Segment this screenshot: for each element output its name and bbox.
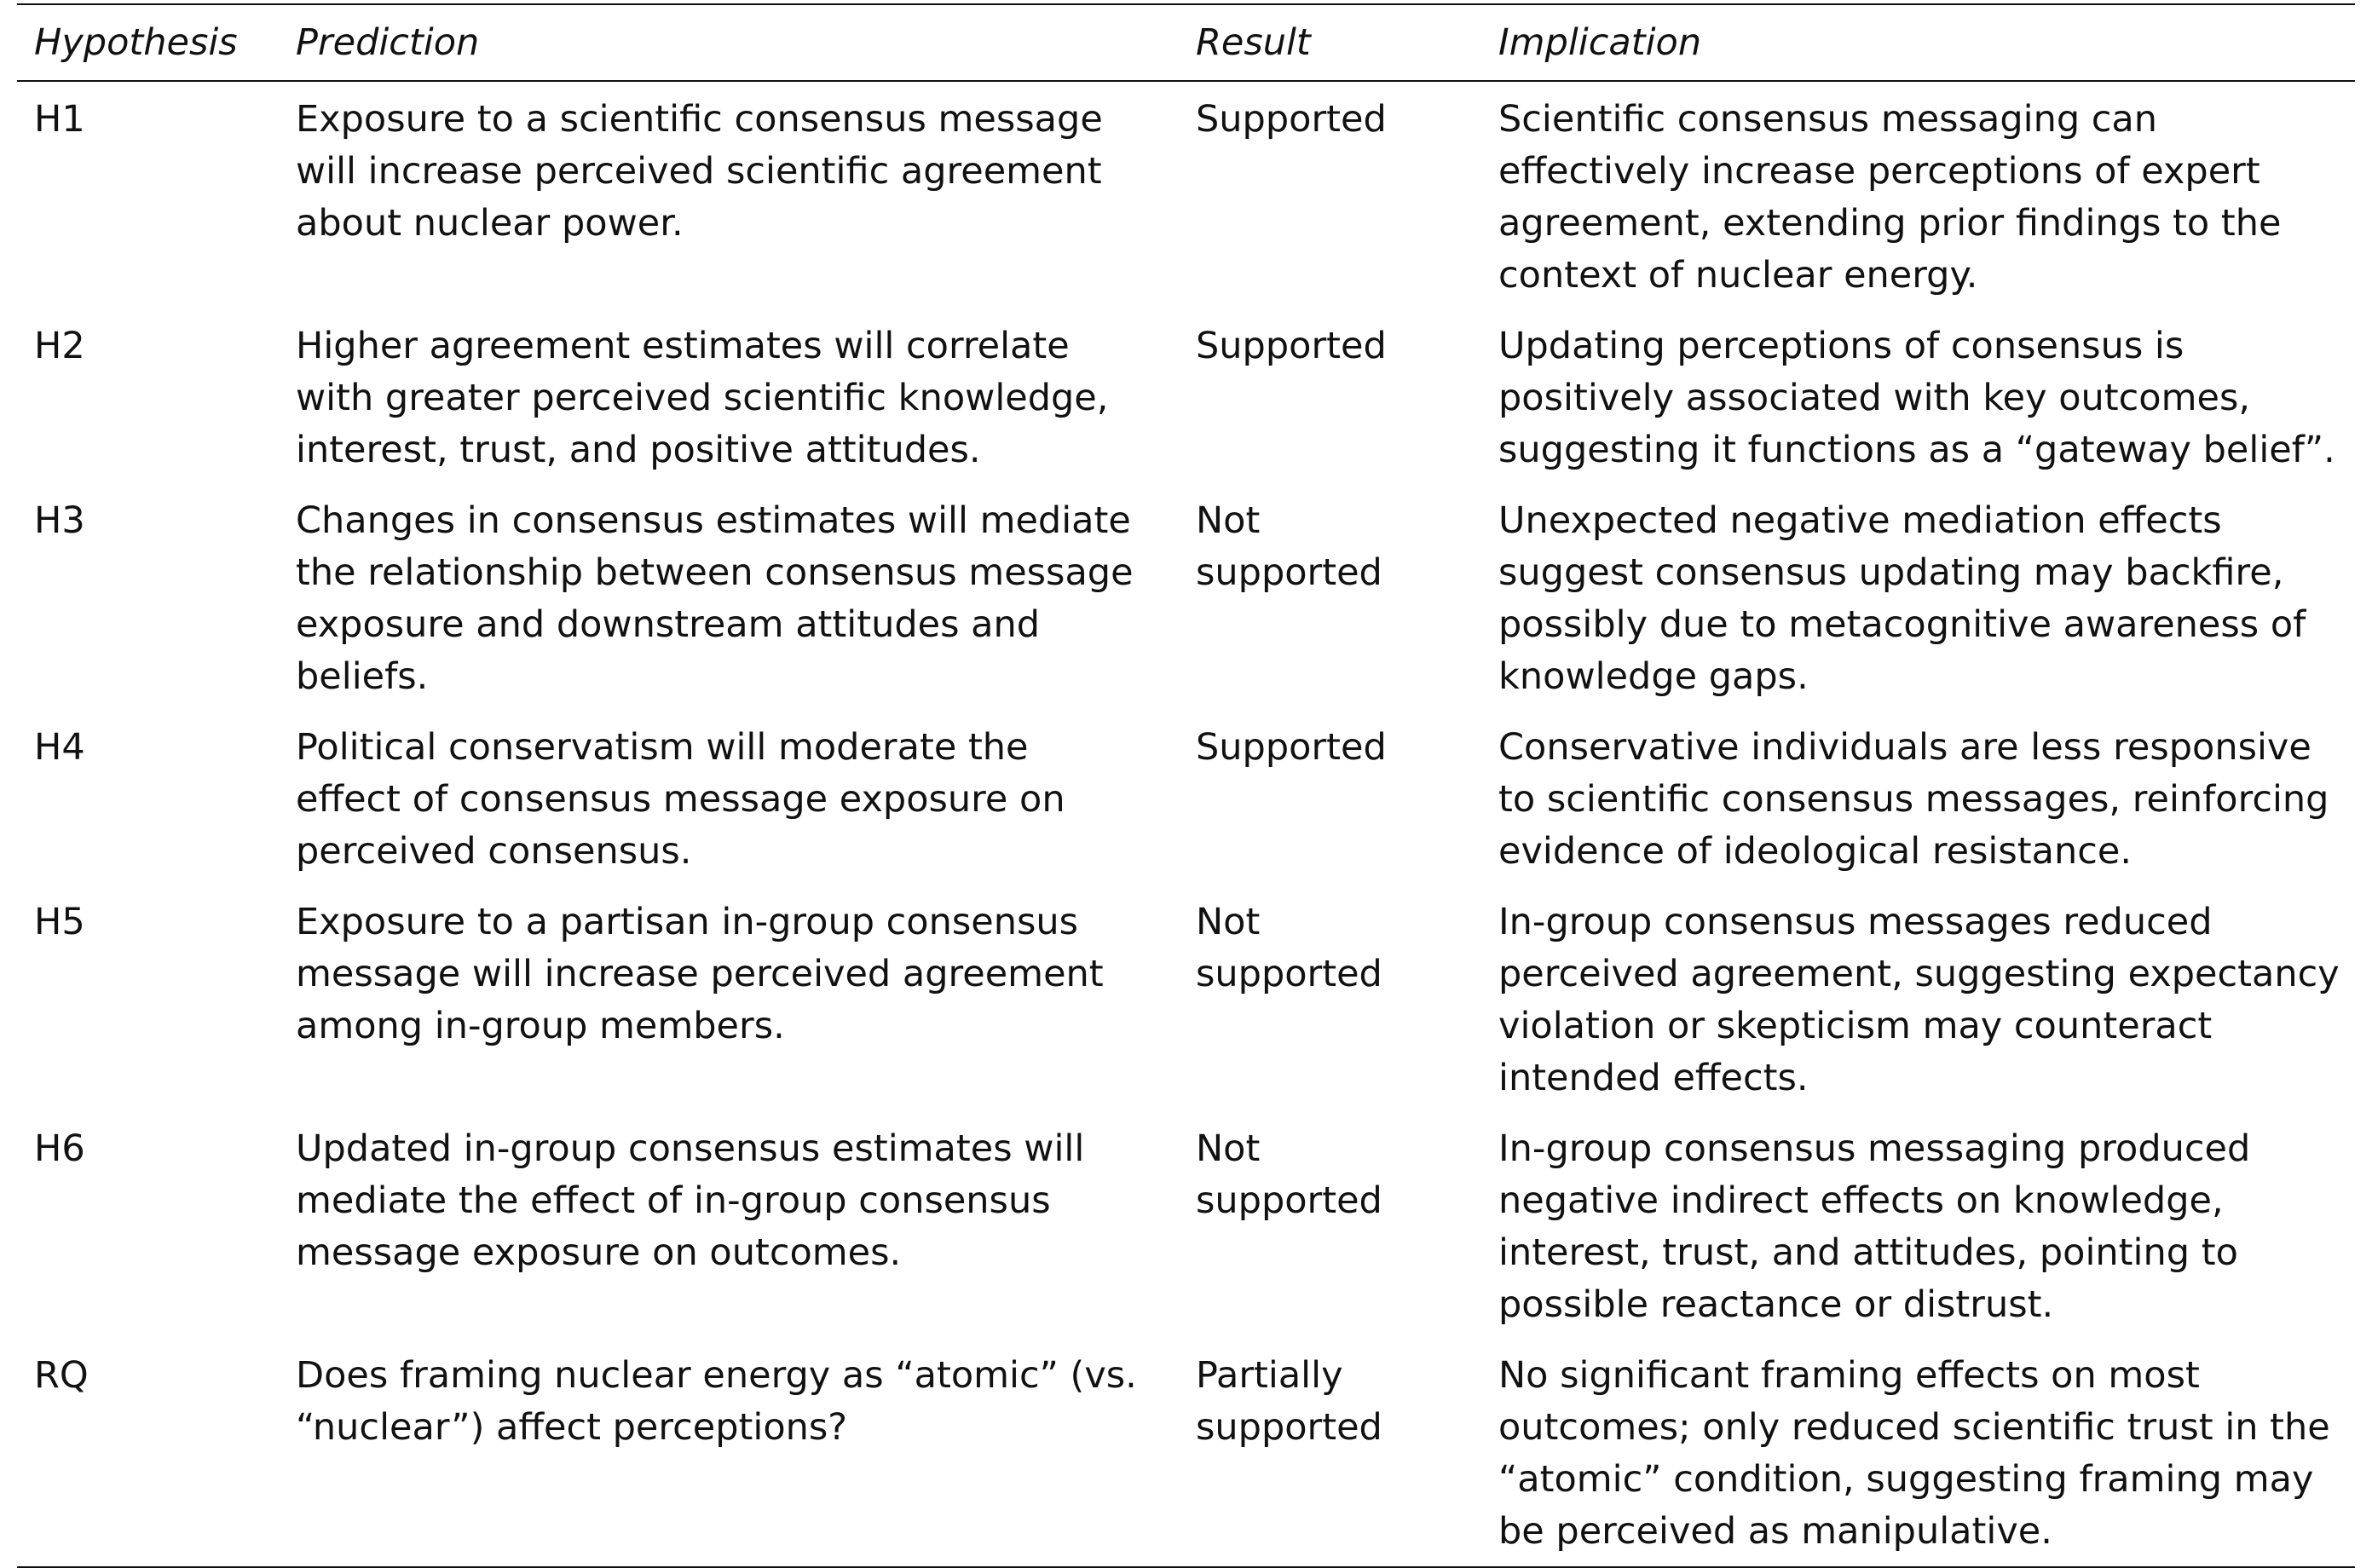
table-row: [17, 1123, 2355, 1350]
implication-cell: Scientific consensus messaging can effectively increase perceptions of expert agreement, extending prior findings to the context of nuclear energy.: [1498, 98, 2282, 297]
table-row: [17, 896, 2355, 1123]
hypothesis-cell: H5: [34, 901, 85, 943]
hypotheses-table: [17, 3, 2355, 1568]
prediction-cell: Exposure to a scientific consensus message will increase perceived scientific agreement about nuclear power.: [296, 98, 1103, 245]
prediction-cell: Updated in-group consensus estimates will mediate the effect of in-group consensus message exposure on outcomes.: [296, 1127, 1085, 1274]
prediction-cell: Political conservatism will moderate the effect of consensus message exposure on perceived consensus.: [296, 726, 1065, 873]
table-row: [17, 81, 2355, 320]
result-cell: Supported: [1196, 325, 1387, 367]
implication-cell: In-group consensus messages reduced perceived agreement, suggesting expectancy violation or skepticism may counteract intended effects.: [1498, 901, 2340, 1099]
prediction-cell: Higher agreement estimates will correlate with greater perceived scientific knowledge, interest, trust, and positive attitudes.: [296, 325, 1109, 471]
hypothesis-cell: H2: [34, 325, 85, 367]
table-header: [17, 4, 2355, 81]
implication-cell: No significant framing effects on most outcomes; only reduced scientific trust in the “atomic” condition, suggesting framing may be perceived as manipulative.: [1498, 1354, 2330, 1553]
implication-cell: Conservative individuals are less responsive to scientific consensus messages, reinforcing evidence of ideological resistance.: [1498, 726, 2329, 873]
implication-cell: Unexpected negative mediation effects suggest consensus updating may backfire, possibly due to metacognitive awareness of knowledge gaps.: [1498, 499, 2306, 698]
prediction-cell: Does framing nuclear energy as “atomic” (vs. “nuclear”) affect perceptions?: [296, 1354, 1137, 1449]
table-row: [17, 1350, 2355, 1567]
hypothesis-cell: H1: [34, 98, 85, 141]
implication-cell: In-group consensus messaging produced negative indirect effects on knowledge, interest, trust, and attitudes, pointing to possible reactance or distrust.: [1498, 1127, 2251, 1326]
hypothesis-cell: H4: [34, 726, 85, 769]
table-body: [17, 81, 2355, 1567]
prediction-cell: Changes in consensus estimates will mediate the relationship between consensus message exposure and downstream attitudes and beliefs.: [296, 499, 1134, 698]
implication-cell: Updating perceptions of consensus is positively associated with key outcomes, suggesting it functions as a “gateway belief”.: [1498, 325, 2335, 471]
result-cell: Partially supported: [1196, 1354, 1382, 1449]
hypothesis-cell: RQ: [34, 1354, 89, 1397]
table-row: [17, 495, 2355, 722]
result-cell: Supported: [1196, 726, 1387, 769]
result-cell: Not supported: [1196, 901, 1382, 995]
hypothesis-cell: H3: [34, 499, 85, 542]
hypotheses-table-container: [17, 3, 2355, 1568]
table-row: [17, 722, 2355, 896]
prediction-cell: Exposure to a partisan in-group consensus message will increase perceived agreement among in-group members.: [296, 901, 1104, 1047]
table-row: [17, 320, 2355, 495]
hypothesis-cell: H6: [34, 1127, 85, 1170]
header-row: [17, 4, 2355, 81]
result-cell: Supported: [1196, 98, 1387, 141]
header-hypothesis: Hypothesis: [34, 21, 238, 64]
header-implication: Implication: [1498, 21, 1702, 64]
header-prediction: Prediction: [296, 21, 480, 64]
result-cell: Not supported: [1196, 499, 1382, 594]
result-cell: Not supported: [1196, 1127, 1382, 1222]
header-result: Result: [1196, 21, 1311, 64]
